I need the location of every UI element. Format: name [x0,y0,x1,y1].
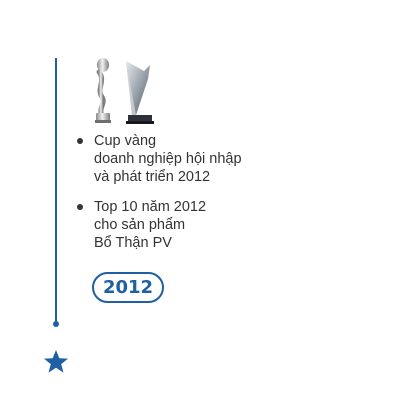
year-badge: 2012 [92,272,164,303]
bullet-icon [77,138,83,144]
achievement-text: và phát triển 2012 [94,169,211,185]
achievement-text: Cup vàng [94,133,157,149]
star-icon [42,348,70,376]
timeline-dot [53,321,59,327]
list-item [76,132,376,186]
achievement-text: Bổ Thận PV [94,235,172,251]
achievement-list [76,132,376,264]
achievement-text: Top 10 năm 2012 [94,199,207,215]
crystal-award-icon [126,61,154,124]
trophy-icon [95,58,111,123]
achievement-text: cho sản phẩm [94,217,186,233]
list-item [76,198,376,252]
achievement-text: doanh nghiệp hội nhập [94,151,242,167]
bullet-icon [77,204,83,210]
trophy-images [92,57,156,127]
timeline-line [55,58,57,326]
